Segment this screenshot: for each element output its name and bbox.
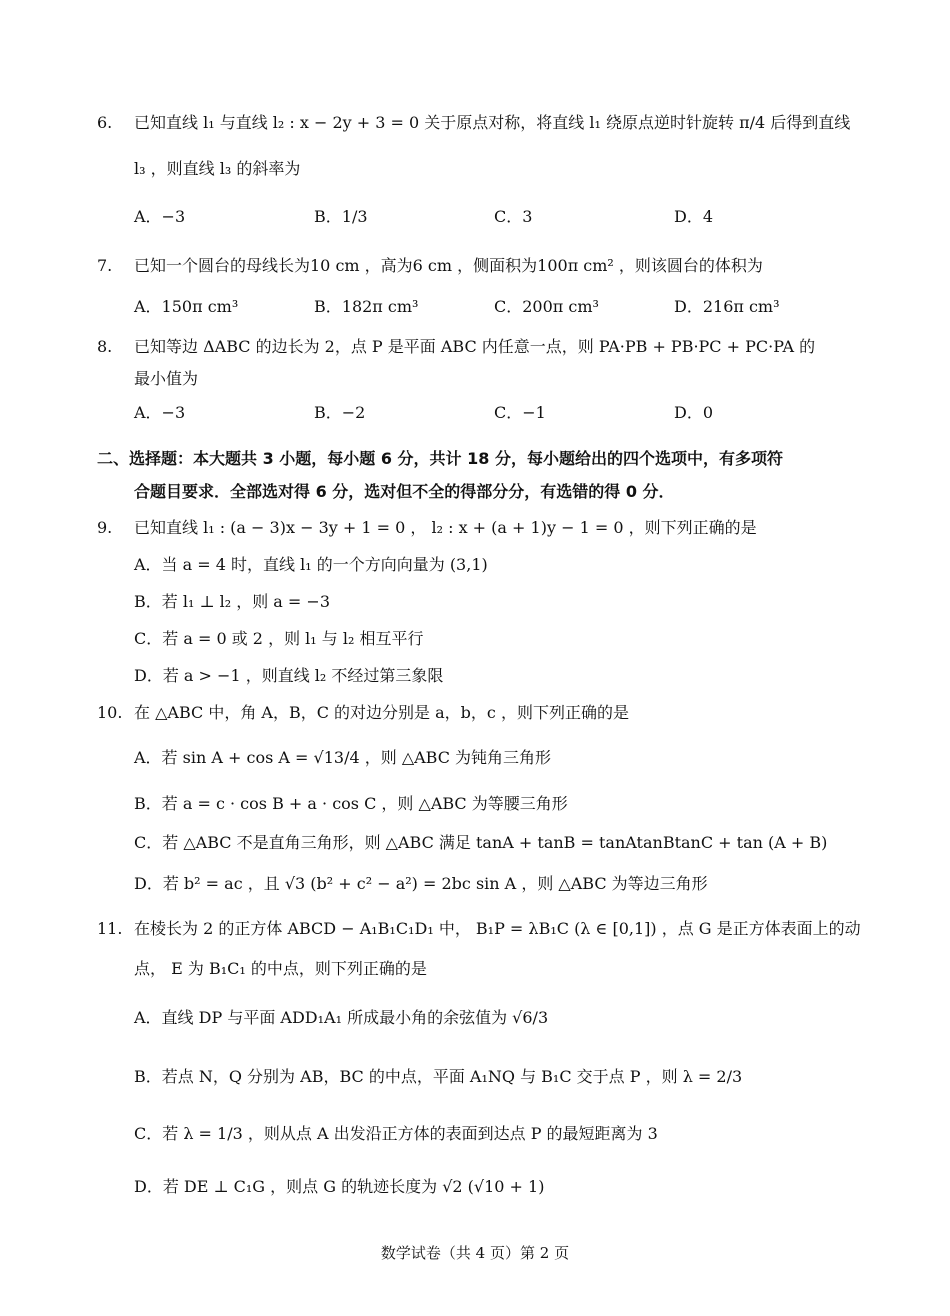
option-d: D．4 — [674, 207, 714, 226]
question-text: l₃ ，则直线 l₃ 的斜率为 — [134, 159, 301, 178]
option-a: A．150π cm³ — [134, 297, 239, 316]
question-text: 在棱长为 2 的正方体 ABCD − A₁B₁C₁D₁ 中， B₁P = λB₁C (λ ∈ [0,1]) ，点 G 是正方体表面上的动 — [134, 919, 861, 938]
question-text: 在 △ABC 中，角 A，B，C 的对边分别是 a，b，c ，则下列正确的是 — [134, 703, 629, 722]
option-b: B．若 a = c · cos B + a · cos C ，则 △ABC 为等腰三角形 — [134, 794, 568, 813]
question-text: 已知直线 l₁ : (a − 3)x − 3y + 1 = 0 ， l₂ : x + (a + 1)y − 1 = 0 ，则下列正确的是 — [134, 518, 757, 537]
option-c: C．若 △ABC 不是直角三角形，则 △ABC 满足 tanA + tanB = tanAtanBtanC + tan (A + B) — [134, 833, 828, 852]
question-text: 最小值为 — [134, 369, 199, 388]
question-number: 8. — [97, 337, 113, 356]
page-footer: 数学试卷（共 4 页）第 2 页 — [380, 1244, 570, 1262]
section-heading: 二、选择题：本大题共 3 小题，每小题 6 分，共计 18 分，每小题给出的四个选项中，有多项符 — [97, 449, 783, 468]
section-heading: 合题目要求．全部选对得 6 分，选对但不全的得部分分，有选错的得 0 分． — [134, 482, 675, 501]
option-c: C．200π cm³ — [494, 297, 599, 316]
question-text: 已知一个圆台的母线长为10 cm ，高为6 cm ，侧面积为100π cm² ，则该圆台的体积为 — [134, 256, 763, 275]
option-b: B．若点 N，Q 分别为 AB，BC 的中点，平面 A₁NQ 与 B₁C 交于点 P ，则 λ = 2/3 — [134, 1067, 743, 1086]
option-a: A．−3 — [134, 403, 186, 422]
option-d: D．0 — [674, 403, 714, 422]
option-c: C．3 — [494, 207, 533, 226]
question-text: 点， E 为 B₁C₁ 的中点，则下列正确的是 — [134, 959, 427, 978]
question-number: 11. — [97, 919, 123, 938]
option-a: A．−3 — [134, 207, 186, 226]
question-text: 已知等边 ΔABC 的边长为 2，点 P 是平面 ABC 内任意一点，则 PA·PB + PB·PC + PC·PA 的 — [134, 337, 816, 356]
option-c: C．−1 — [494, 403, 546, 422]
question-number: 9. — [97, 518, 113, 537]
option-b: B．−2 — [314, 403, 366, 422]
option-c: C．若 λ = 1/3 ，则从点 A 出发沿正方体的表面到达点 P 的最短距离为 3 — [134, 1124, 658, 1143]
option-a: A．当 a = 4 时，直线 l₁ 的一个方向向量为 (3,1) — [134, 555, 488, 574]
question-number: 10. — [97, 703, 123, 722]
option-a: A．若 sin A + cos A = √13/4 ，则 △ABC 为钝角三角形 — [134, 748, 552, 767]
option-b: B．182π cm³ — [314, 297, 419, 316]
question-number: 6. — [97, 113, 113, 132]
question-number: 7. — [97, 256, 113, 275]
option-d: D．若 DE ⊥ C₁G ，则点 G 的轨迹长度为 √2 (√10 + 1) — [134, 1177, 545, 1196]
option-d: D．若 b² = ac ，且 √3 (b² + c² − a²) = 2bc sin A ，则 △ABC 为等边三角形 — [134, 874, 708, 893]
option-b: B．若 l₁ ⊥ l₂ ，则 a = −3 — [134, 592, 331, 611]
option-d: D．216π cm³ — [674, 297, 780, 316]
option-d: D．若 a > −1 ，则直线 l₂ 不经过第三象限 — [134, 666, 444, 685]
option-b: B．1/3 — [314, 207, 368, 226]
question-text: 已知直线 l₁ 与直线 l₂ : x − 2y + 3 = 0 关于原点对称，将直线 l₁ 绕原点逆时针旋转 π/4 后得到直线 — [134, 113, 851, 132]
option-c: C．若 a = 0 或 2 ，则 l₁ 与 l₂ 相互平行 — [134, 629, 424, 648]
option-a: A．直线 DP 与平面 ADD₁A₁ 所成最小角的余弦值为 √6/3 — [134, 1008, 549, 1027]
